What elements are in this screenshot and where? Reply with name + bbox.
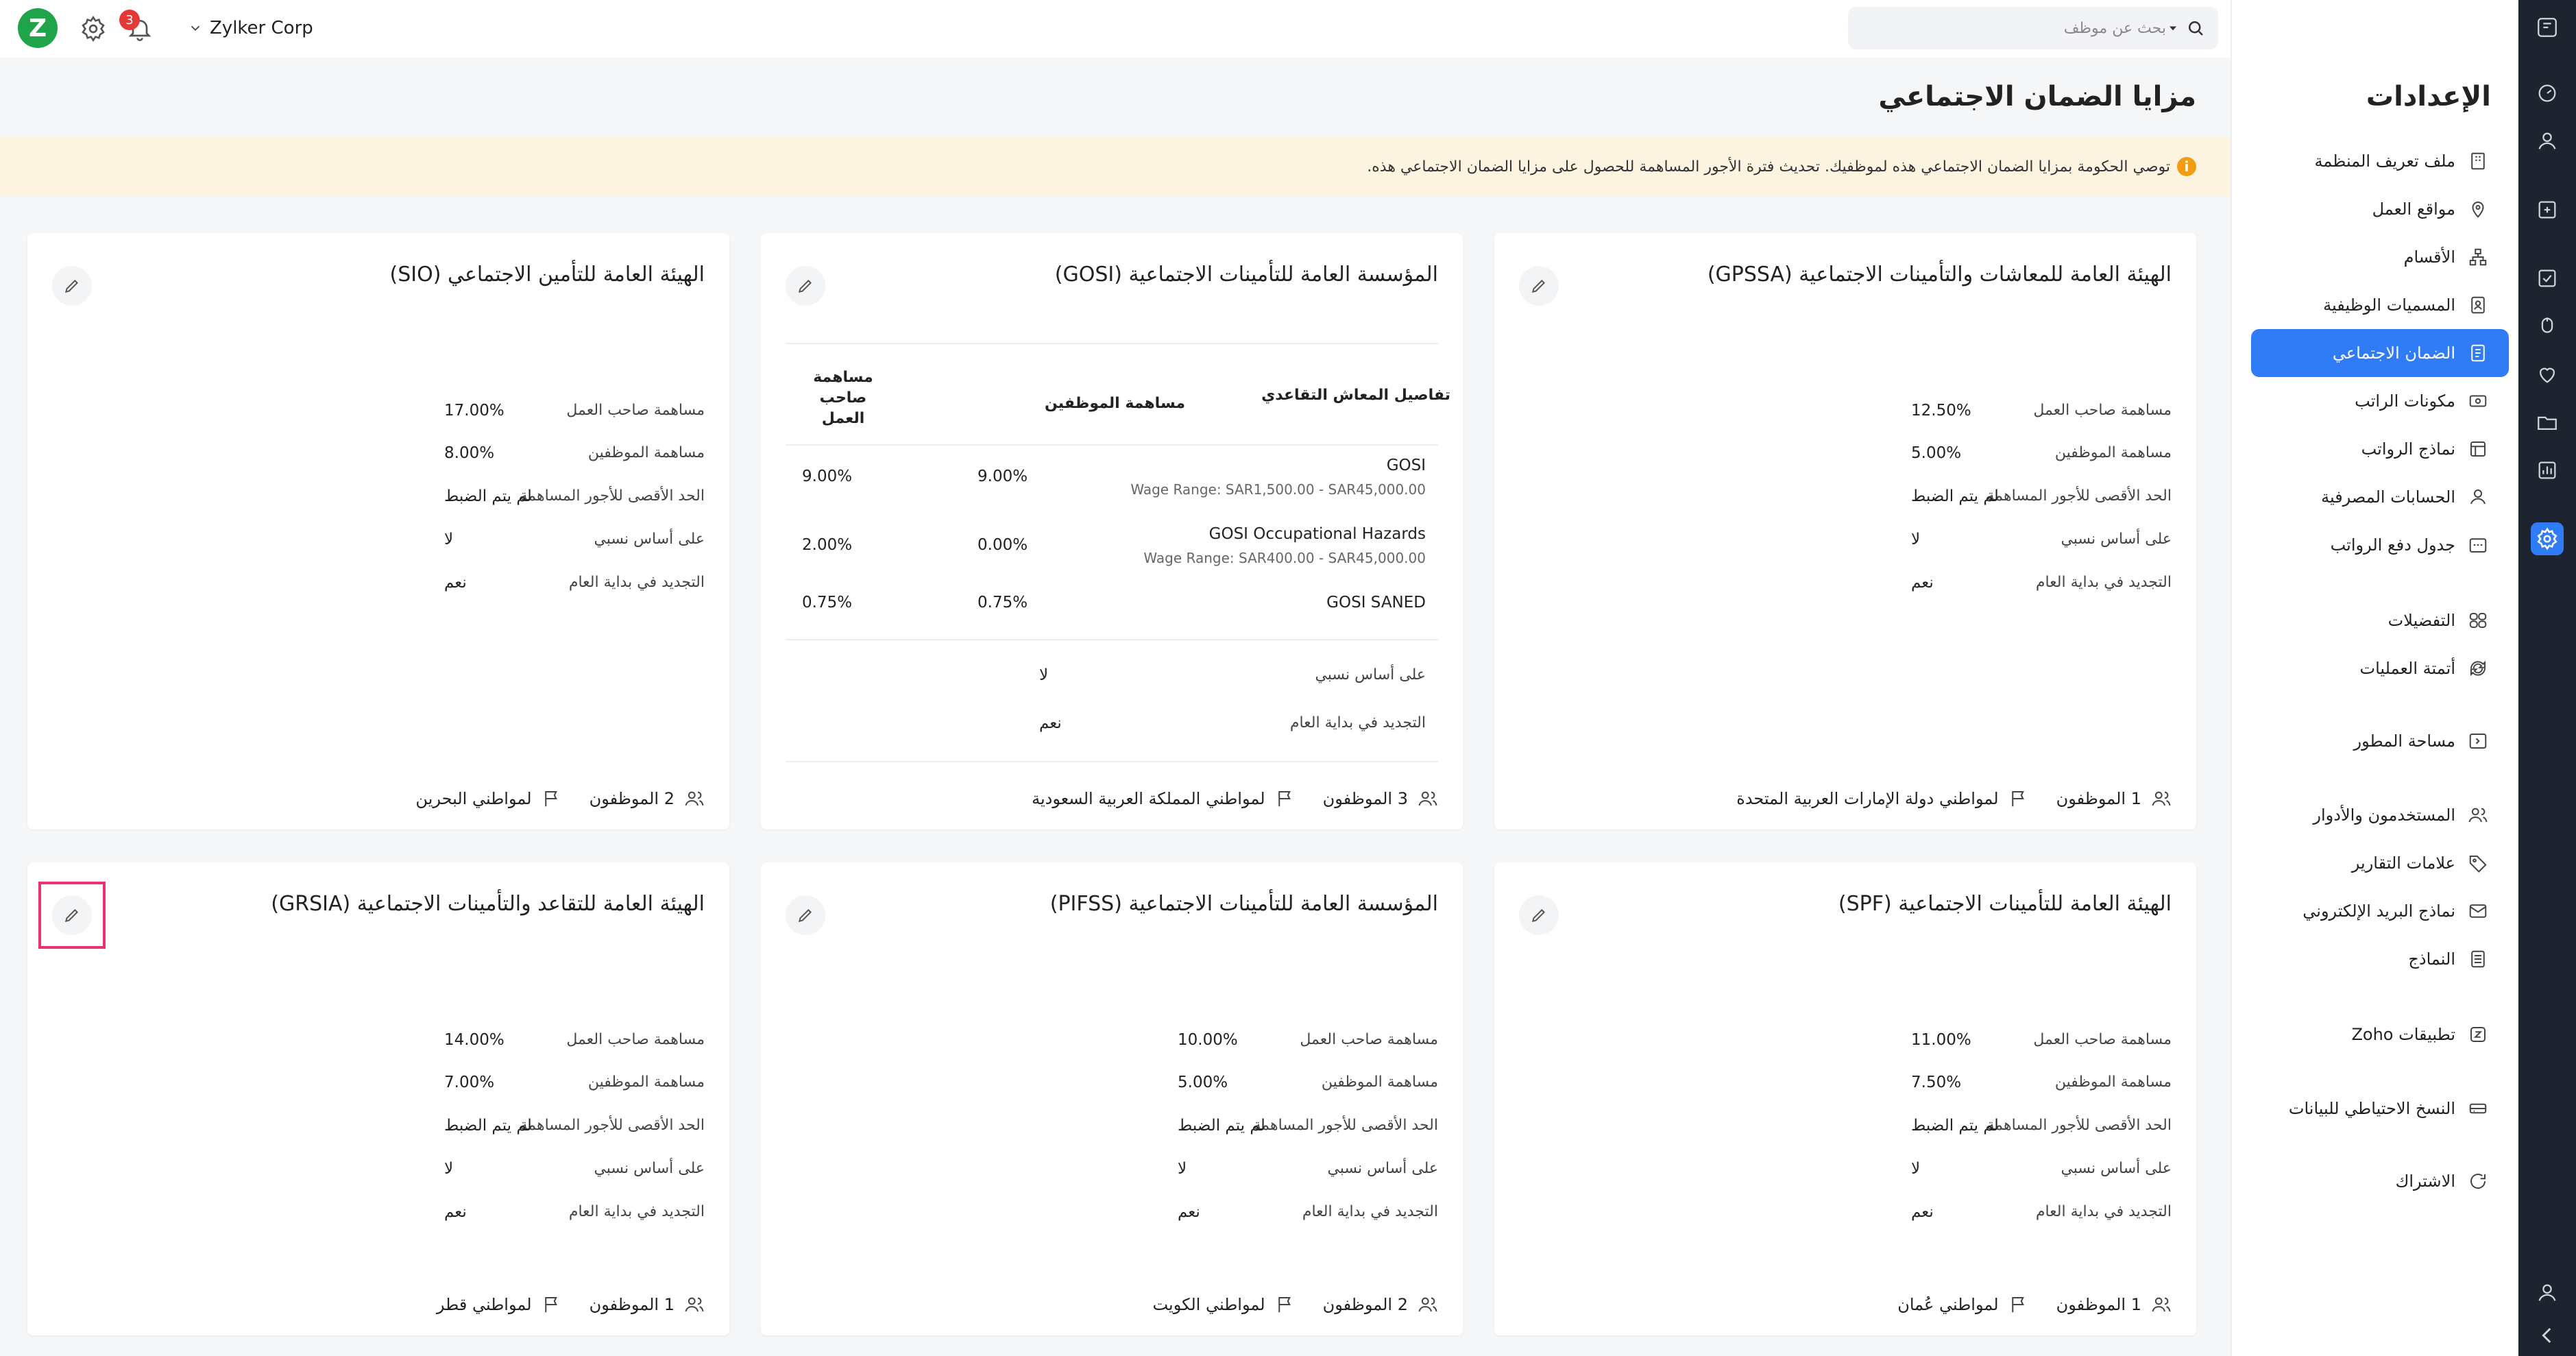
code-icon bbox=[2466, 729, 2490, 753]
gosi-row-range: Wage Range: SAR400.00 - SAR45,000.00 bbox=[1143, 550, 1426, 566]
label: على أساس نسبي bbox=[2061, 531, 2172, 548]
flag-icon bbox=[2008, 788, 2029, 809]
label: مساهمة الموظفين bbox=[587, 1074, 705, 1091]
row-prorata bbox=[779, 662, 1426, 690]
label: مساهمة صاحب العمل bbox=[2033, 1031, 2172, 1048]
flag-icon bbox=[1275, 788, 1296, 809]
divider bbox=[786, 444, 1438, 446]
nav-salary-components[interactable] bbox=[2251, 377, 2509, 425]
flag-icon bbox=[1275, 1294, 1296, 1315]
document-icon bbox=[2466, 341, 2490, 365]
value: نعم bbox=[1039, 714, 1062, 732]
label: على أساس نسبي bbox=[2061, 1160, 2172, 1177]
citizens-text: لمواطني الكويت bbox=[1152, 1295, 1265, 1314]
value: 5.00% bbox=[1911, 444, 1962, 462]
apps-switcher-icon[interactable] bbox=[2531, 11, 2564, 44]
value: 7.50% bbox=[1911, 1074, 1962, 1091]
automation-icon bbox=[2466, 657, 2490, 680]
nav-label: النماذج bbox=[2408, 949, 2455, 969]
card-title: الهيئة العامة للتأمين الاجتماعي (SIO) bbox=[389, 263, 705, 287]
nav-subscription[interactable] bbox=[2251, 1157, 2509, 1205]
row-prorata bbox=[791, 1156, 1438, 1183]
users-icon bbox=[2151, 788, 2172, 809]
row-renew bbox=[779, 710, 1426, 738]
nav-social-security[interactable] bbox=[2251, 329, 2509, 377]
card-title: المؤسسة العامة للتأمينات الاجتماعية (PIFSS) bbox=[1049, 892, 1438, 916]
card-footer bbox=[1519, 768, 2172, 830]
benefits-icon[interactable] bbox=[2531, 310, 2564, 343]
nav-label: الضمان الاجتماعي bbox=[2332, 343, 2455, 363]
users-icon bbox=[684, 788, 705, 809]
value: لم يتم الضبط bbox=[1911, 487, 1999, 505]
settings-gear-icon[interactable] bbox=[2531, 522, 2564, 555]
card-title: المؤسسة العامة للتأمينات الاجتماعية (GOSI) bbox=[1054, 263, 1438, 287]
page-title: مزايا الضمان الاجتماعي bbox=[1878, 81, 2196, 112]
label: التجديد في بداية العام bbox=[2035, 574, 2172, 591]
card-footer bbox=[52, 1274, 705, 1335]
template-icon bbox=[2466, 437, 2490, 461]
payrun-icon[interactable] bbox=[2531, 193, 2564, 226]
value: نعم bbox=[1911, 1203, 1934, 1221]
value: 11.00% bbox=[1911, 1031, 1971, 1049]
gosi-row-name: GOSI SANED bbox=[1326, 594, 1426, 612]
row-renew bbox=[1524, 1199, 2172, 1226]
nav-label: ملف تعريف المنظمة bbox=[2314, 152, 2455, 171]
nav-departments[interactable] bbox=[2251, 233, 2509, 281]
chevron-down-icon[interactable] bbox=[2166, 21, 2180, 35]
employee-count[interactable] bbox=[2056, 1294, 2172, 1315]
row-max-wage bbox=[1524, 483, 2172, 511]
label: مساهمة صاحب العمل bbox=[566, 402, 705, 419]
nav-salary-templates[interactable] bbox=[2251, 425, 2509, 473]
backup-icon bbox=[2466, 1097, 2490, 1120]
label: الحد الأقصى للأجور المساهمة bbox=[520, 487, 705, 505]
citizens bbox=[415, 788, 561, 809]
employee-count[interactable] bbox=[2056, 788, 2172, 809]
card-title: الهيئة العامة للمعاشات والتأمينات الاجتماعية (GPSSA) bbox=[1707, 263, 2172, 287]
pencil-icon bbox=[1530, 277, 1548, 295]
gosi-row-employee: 0.75% bbox=[977, 594, 1028, 612]
value: لم يتم الضبط bbox=[1178, 1117, 1265, 1135]
gosi-row-range: Wage Range: SAR1,500.00 - SAR45,000.00 bbox=[1130, 481, 1426, 498]
id-badge-icon bbox=[2466, 293, 2490, 317]
flag-icon bbox=[542, 1294, 562, 1315]
label: على أساس نسبي bbox=[1315, 666, 1426, 683]
row-prorata bbox=[58, 526, 705, 554]
nav-users-roles[interactable] bbox=[2251, 791, 2509, 839]
nav-automation[interactable] bbox=[2251, 644, 2509, 692]
gear-icon[interactable] bbox=[80, 15, 107, 43]
row-renew bbox=[1524, 570, 2172, 597]
nav-label: الأقسام bbox=[2403, 247, 2455, 267]
label: التجديد في بداية العام bbox=[1289, 714, 1426, 731]
label: التجديد في بداية العام bbox=[568, 574, 705, 591]
edit-button[interactable] bbox=[1519, 266, 1559, 306]
citizens bbox=[1736, 788, 2028, 809]
person-bank-icon bbox=[2466, 485, 2490, 509]
hierarchy-icon bbox=[2466, 245, 2490, 269]
nav-organization-profile[interactable] bbox=[2251, 137, 2509, 185]
row-employer bbox=[1524, 398, 2172, 425]
employee-count[interactable] bbox=[590, 1294, 705, 1315]
users-icon bbox=[1418, 788, 1438, 809]
nav-label: نماذج الرواتب bbox=[2361, 439, 2455, 459]
nav-label: مساحة المطور bbox=[2353, 731, 2455, 751]
gosi-row-employee: 0.00% bbox=[977, 536, 1028, 554]
mail-icon bbox=[2466, 899, 2490, 923]
forms-icon bbox=[2466, 947, 2490, 971]
row-max-wage bbox=[58, 483, 705, 511]
employees-icon[interactable] bbox=[2531, 125, 2564, 158]
row-employer bbox=[791, 1027, 1438, 1054]
nav-label: الحسابات المصرفية bbox=[2321, 487, 2455, 507]
calendar-icon bbox=[2466, 533, 2490, 557]
employee-count[interactable] bbox=[590, 788, 705, 809]
gosi-row-employee: 9.00% bbox=[977, 468, 1028, 485]
nav-label: نماذج البريد الإلكتروني bbox=[2302, 901, 2455, 921]
search-icon[interactable] bbox=[2185, 18, 2206, 38]
row-prorata bbox=[58, 1156, 705, 1183]
settings-sidenav bbox=[2231, 0, 2518, 1356]
users-icon bbox=[684, 1294, 705, 1315]
nav-label: مكونات الراتب bbox=[2355, 391, 2455, 411]
nav-zoho-apps[interactable] bbox=[2251, 1010, 2509, 1058]
row-employee bbox=[1524, 1069, 2172, 1097]
nav-label: التفضيلات bbox=[2387, 611, 2455, 630]
nav-label: جدول دفع الرواتب bbox=[2330, 535, 2455, 555]
documents-icon[interactable] bbox=[2531, 406, 2564, 439]
preferences-icon bbox=[2466, 609, 2490, 632]
row-employer bbox=[58, 1027, 705, 1054]
value: 7.00% bbox=[444, 1074, 495, 1091]
label: مساهمة الموظفين bbox=[2054, 444, 2172, 461]
nav-label: أتمتة العمليات bbox=[2359, 659, 2455, 678]
value: 8.00% bbox=[444, 444, 495, 462]
row-prorata bbox=[1524, 1156, 2172, 1183]
employee-search[interactable] bbox=[1848, 7, 2218, 49]
row-employee bbox=[58, 440, 705, 468]
users-icon bbox=[2466, 803, 2490, 827]
citizens bbox=[1032, 788, 1295, 809]
citizens bbox=[1152, 1294, 1295, 1315]
citizens bbox=[1897, 1294, 2028, 1315]
nav-label: المستخدمون والأدوار bbox=[2313, 806, 2455, 825]
gosi-row-employer: 2.00% bbox=[802, 536, 853, 554]
users-icon bbox=[1418, 1294, 1438, 1315]
pencil-icon bbox=[797, 277, 814, 295]
row-employer bbox=[58, 398, 705, 425]
col-employer-header: مساهمة صاحب العمل bbox=[813, 369, 873, 427]
employees-text: 1 الموظفون bbox=[589, 1295, 675, 1314]
value: نعم bbox=[444, 1203, 467, 1221]
employees-text: 2 الموظفون bbox=[589, 789, 675, 808]
card-title: الهيئة العامة للتقاعد والتأمينات الاجتماعية (GRSIA) bbox=[271, 892, 705, 916]
row-renew bbox=[58, 570, 705, 597]
profile-icon[interactable] bbox=[2531, 1276, 2564, 1309]
pencil-icon bbox=[1530, 906, 1548, 924]
edit-button[interactable] bbox=[1519, 895, 1559, 935]
label: الحد الأقصى للأجور المساهمة bbox=[1986, 1117, 2172, 1134]
zoho-logo[interactable]: Z bbox=[18, 8, 58, 48]
nav-label: المسميات الوظيفية bbox=[2323, 295, 2455, 315]
card-sio bbox=[27, 233, 729, 830]
citizens-text: لمواطني عُمان bbox=[1897, 1295, 1999, 1314]
nav-label: علامات التقارير bbox=[2351, 853, 2455, 873]
value: لا bbox=[1911, 531, 1921, 548]
employees-text: 2 الموظفون bbox=[1322, 1295, 1408, 1314]
value: 5.00% bbox=[1178, 1074, 1228, 1091]
flag-icon bbox=[2008, 1294, 2029, 1315]
employees-text: 1 الموظفون bbox=[2056, 789, 2141, 808]
citizens-text: لمواطني قطر bbox=[436, 1295, 532, 1314]
value: نعم bbox=[1178, 1203, 1200, 1221]
search-input[interactable] bbox=[1860, 20, 2166, 37]
label: مساهمة صاحب العمل bbox=[566, 1031, 705, 1048]
employee-count[interactable] bbox=[1323, 1294, 1438, 1315]
info-icon: i bbox=[2177, 157, 2196, 176]
row-max-wage bbox=[1524, 1113, 2172, 1140]
org-name: Zylker Corp bbox=[210, 18, 313, 38]
nav-forms[interactable] bbox=[2251, 935, 2509, 983]
card-gpssa bbox=[1494, 233, 2196, 830]
reports-icon[interactable] bbox=[2531, 454, 2564, 487]
value: 17.00% bbox=[444, 402, 505, 420]
value: لا bbox=[444, 1160, 454, 1178]
location-pin-icon bbox=[2466, 197, 2490, 221]
gosi-row-employer: 0.75% bbox=[802, 594, 853, 612]
card-spf bbox=[1494, 862, 2196, 1335]
nav-email-templates[interactable] bbox=[2251, 887, 2509, 935]
value: 14.00% bbox=[444, 1031, 505, 1049]
approvals-icon[interactable] bbox=[2531, 262, 2564, 295]
card-footer bbox=[786, 1274, 1438, 1335]
employees-text: 3 الموظفون bbox=[1322, 789, 1408, 808]
col-employee-header: مساهمة الموظفين bbox=[1045, 395, 1185, 412]
subscription-icon bbox=[2466, 1170, 2490, 1193]
label: على أساس نسبي bbox=[1327, 1160, 1438, 1177]
org-switcher[interactable] bbox=[188, 18, 313, 38]
row-prorata bbox=[1524, 526, 2172, 554]
employee-count[interactable] bbox=[1323, 788, 1438, 809]
value: نعم bbox=[1911, 574, 1934, 592]
collapse-chevron-icon[interactable] bbox=[2531, 1319, 2564, 1352]
value: لم يتم الضبط bbox=[444, 1117, 532, 1135]
nav-designations[interactable] bbox=[2251, 281, 2509, 329]
banner-text: توصي الحكومة بمزايا الضمان الاجتماعي هذه لموظفيك. تحديث فترة الأجور المساهمة للحصول على مزايا الضمان الاجتماعي هذه. bbox=[1367, 158, 2170, 175]
row-max-wage bbox=[58, 1113, 705, 1140]
users-icon bbox=[2151, 1294, 2172, 1315]
nav-bank-accounts[interactable] bbox=[2251, 473, 2509, 521]
label: مساهمة صاحب العمل bbox=[1300, 1031, 1438, 1048]
value: نعم bbox=[444, 574, 467, 592]
app-rail bbox=[2518, 0, 2576, 1356]
citizens-text: لمواطني دولة الإمارات العربية المتحدة bbox=[1736, 789, 1999, 808]
row-employee bbox=[58, 1069, 705, 1097]
row-renew bbox=[791, 1199, 1438, 1226]
row-employee bbox=[1524, 440, 2172, 468]
nav-work-locations[interactable] bbox=[2251, 185, 2509, 233]
nav-label: تطبيقات Zoho bbox=[2351, 1025, 2455, 1044]
value: 12.50% bbox=[1911, 402, 1971, 420]
row-employee bbox=[791, 1069, 1438, 1097]
label: مساهمة الموظفين bbox=[1321, 1074, 1438, 1091]
label: مساهمة الموظفين bbox=[587, 444, 705, 461]
money-icon bbox=[2466, 389, 2490, 413]
citizens-text: لمواطني البحرين bbox=[415, 789, 532, 808]
card-footer bbox=[52, 768, 705, 830]
label: التجديد في بداية العام bbox=[568, 1203, 705, 1220]
row-max-wage bbox=[791, 1113, 1438, 1140]
label: مساهمة صاحب العمل bbox=[2033, 402, 2172, 419]
value: لا bbox=[1911, 1160, 1921, 1178]
card-grsia bbox=[27, 862, 729, 1335]
card-gosi bbox=[761, 233, 1463, 830]
card-footer bbox=[1519, 1274, 2172, 1335]
value: لا bbox=[1178, 1160, 1187, 1178]
value: لم يتم الضبط bbox=[1911, 1117, 1999, 1135]
nav-reporting-tags[interactable] bbox=[2251, 839, 2509, 887]
divider bbox=[786, 761, 1438, 762]
row-renew bbox=[58, 1199, 705, 1226]
label: الحد الأقصى للأجور المساهمة bbox=[520, 1117, 705, 1134]
gosi-row-name: GOSI bbox=[1386, 457, 1426, 474]
building-icon bbox=[2466, 149, 2490, 173]
card-pifss bbox=[761, 862, 1463, 1335]
wellbeing-icon[interactable] bbox=[2531, 358, 2564, 391]
flag-icon bbox=[542, 788, 562, 809]
nav-developer-space[interactable] bbox=[2251, 717, 2509, 765]
pencil-icon bbox=[63, 277, 81, 295]
main-content bbox=[0, 58, 2231, 1356]
nav-preferences[interactable] bbox=[2251, 596, 2509, 644]
label: الحد الأقصى للأجور المساهمة bbox=[1986, 487, 2172, 505]
citizens bbox=[437, 1294, 562, 1315]
chevron-down-icon bbox=[188, 21, 203, 36]
gosi-row-name: GOSI Occupational Hazards bbox=[1208, 525, 1426, 543]
dashboard-icon[interactable] bbox=[2531, 77, 2564, 110]
row-employer bbox=[1524, 1027, 2172, 1054]
col-details-header: تفاصيل المعاش التقاعدي bbox=[1261, 387, 1450, 404]
card-title: الهيئة العامة للتأمينات الاجتماعية (SPF) bbox=[1838, 892, 2172, 916]
divider bbox=[786, 343, 1438, 344]
label: على أساس نسبي bbox=[594, 531, 705, 548]
label: على أساس نسبي bbox=[594, 1160, 705, 1177]
tag-icon bbox=[2466, 851, 2490, 875]
citizens-text: لمواطني المملكة العربية السعودية bbox=[1032, 789, 1265, 808]
nav-label: مواقع العمل bbox=[2372, 199, 2455, 219]
nav-label: النسخ الاحتياطي للبيانات bbox=[2288, 1099, 2455, 1118]
card-footer bbox=[786, 768, 1438, 830]
label: التجديد في بداية العام bbox=[1302, 1203, 1438, 1220]
edit-button[interactable] bbox=[786, 266, 825, 306]
notification-badge: 3 bbox=[119, 10, 140, 30]
nav-data-backup[interactable] bbox=[2251, 1085, 2509, 1133]
pencil-icon bbox=[797, 906, 814, 924]
label: التجديد في بداية العام bbox=[2035, 1203, 2172, 1220]
edit-button[interactable] bbox=[52, 266, 92, 306]
label: مساهمة الموظفين bbox=[2054, 1074, 2172, 1091]
nav-label: الاشتراك bbox=[2395, 1172, 2455, 1191]
value: لا bbox=[1039, 666, 1049, 684]
edit-button[interactable] bbox=[786, 895, 825, 935]
employees-text: 1 الموظفون bbox=[2056, 1295, 2141, 1314]
value: لم يتم الضبط bbox=[444, 487, 532, 505]
sidenav-title: الإعدادات bbox=[2366, 81, 2491, 112]
nav-pay-schedule[interactable] bbox=[2251, 521, 2509, 569]
label: الحد الأقصى للأجور المساهمة bbox=[1253, 1117, 1438, 1134]
divider bbox=[786, 639, 1438, 640]
gosi-row-employer: 9.00% bbox=[802, 468, 853, 485]
value: لا bbox=[444, 531, 454, 548]
edit-button-highlight bbox=[38, 882, 106, 949]
info-banner bbox=[0, 137, 2231, 196]
value: 10.00% bbox=[1178, 1031, 1238, 1049]
zoho-apps-icon bbox=[2466, 1023, 2490, 1046]
